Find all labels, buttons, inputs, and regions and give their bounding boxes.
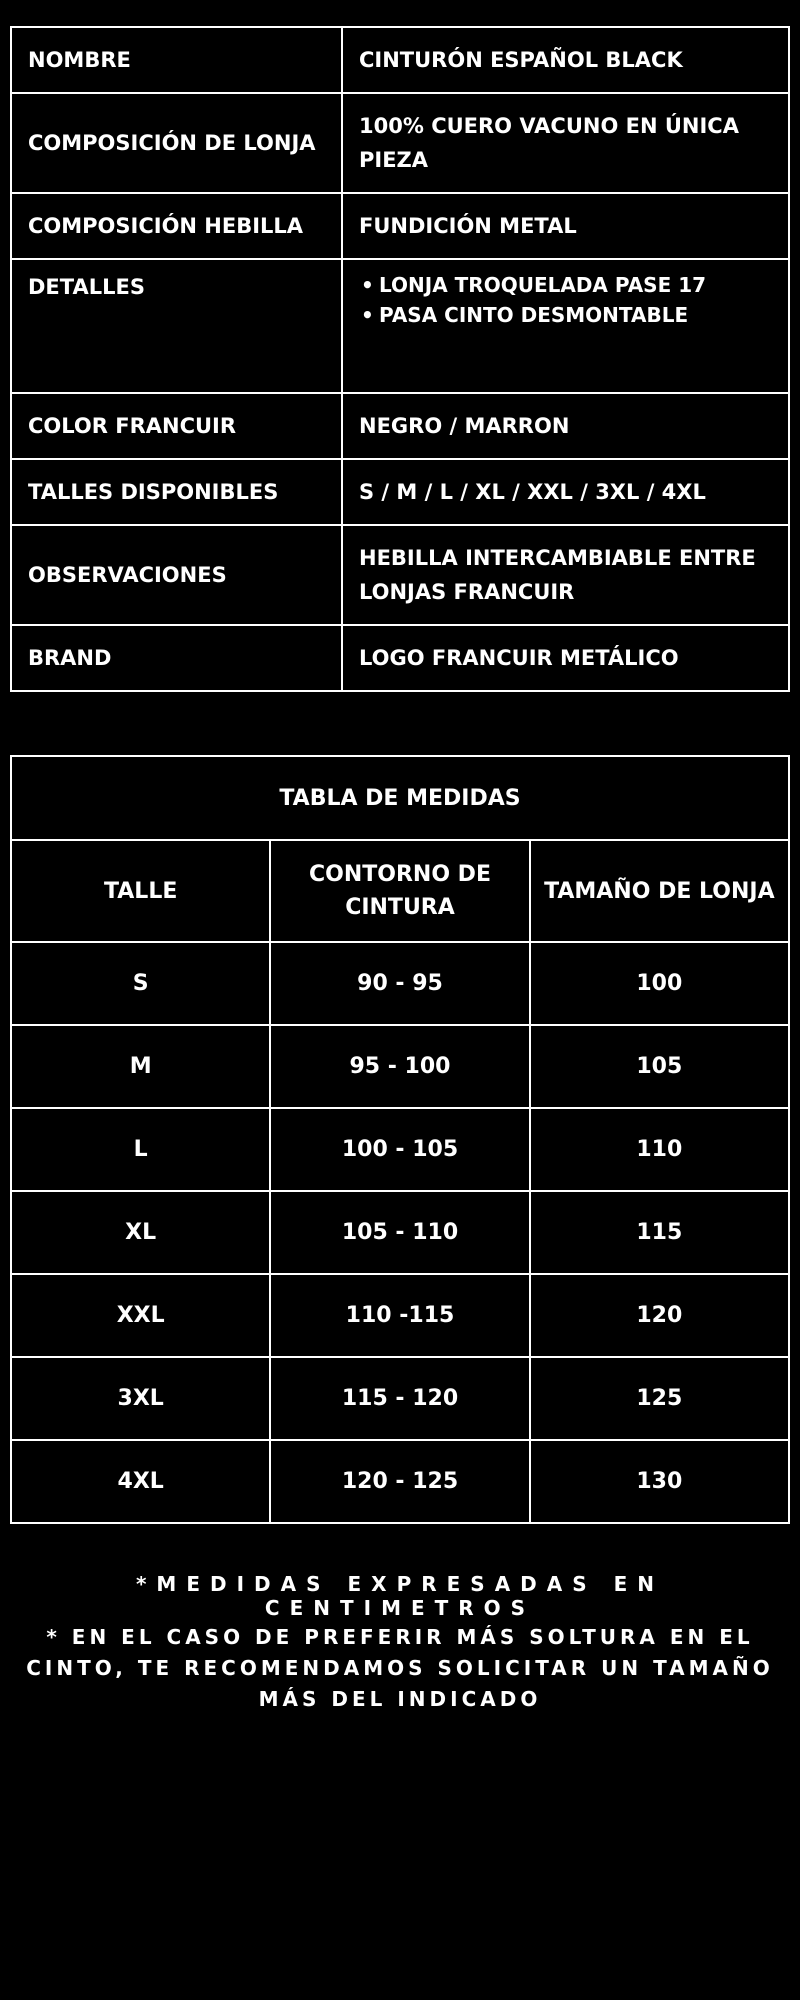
spec-label: COMPOSICIÓN DE LONJA bbox=[11, 93, 342, 193]
waist-cell: 100 - 105 bbox=[270, 1108, 529, 1191]
spec-label: DETALLES bbox=[11, 259, 342, 393]
spec-value: S / M / L / XL / XXL / 3XL / 4XL bbox=[342, 459, 789, 525]
details-list bbox=[359, 270, 772, 330]
spec-value: NEGRO / MARRON bbox=[342, 393, 789, 459]
table-row bbox=[11, 1108, 789, 1191]
size-cell: XXL bbox=[11, 1274, 270, 1357]
spec-value-list-cell bbox=[342, 259, 789, 393]
size-cell: L bbox=[11, 1108, 270, 1191]
spec-row-composicion-hebilla bbox=[11, 193, 789, 259]
spec-value: 100% CUERO VACUNO EN ÚNICA PIEZA bbox=[342, 93, 789, 193]
length-cell: 100 bbox=[530, 942, 789, 1025]
waist-cell: 115 - 120 bbox=[270, 1357, 529, 1440]
spec-row-observaciones bbox=[11, 525, 789, 625]
table-row bbox=[11, 1274, 789, 1357]
length-cell: 115 bbox=[530, 1191, 789, 1274]
spec-value: HEBILLA INTERCAMBIABLE ENTRE LONJAS FRANCUIR bbox=[342, 525, 789, 625]
size-chart-title: TABLA DE MEDIDAS bbox=[11, 756, 789, 840]
size-chart-header-row bbox=[11, 840, 789, 942]
spec-label: COLOR FRANCUIR bbox=[11, 393, 342, 459]
spec-row-color bbox=[11, 393, 789, 459]
waist-cell: 120 - 125 bbox=[270, 1440, 529, 1523]
waist-cell: 105 - 110 bbox=[270, 1191, 529, 1274]
spec-label: OBSERVACIONES bbox=[11, 525, 342, 625]
spec-label: NOMBRE bbox=[11, 27, 342, 93]
waist-cell: 110 -115 bbox=[270, 1274, 529, 1357]
table-row bbox=[11, 1191, 789, 1274]
length-cell: 105 bbox=[530, 1025, 789, 1108]
table-row bbox=[11, 942, 789, 1025]
size-cell: S bbox=[11, 942, 270, 1025]
details-list-item: • PASA CINTO DESMONTABLE bbox=[379, 300, 772, 330]
table-row bbox=[11, 1357, 789, 1440]
waist-cell: 95 - 100 bbox=[270, 1025, 529, 1108]
details-list-item: • LONJA TROQUELADA PASE 17 bbox=[379, 270, 772, 300]
spec-row-composicion-lonja bbox=[11, 93, 789, 193]
product-specs-table bbox=[10, 26, 790, 692]
size-chart-table bbox=[10, 755, 790, 1524]
spec-row-talles bbox=[11, 459, 789, 525]
spec-value: LOGO FRANCUIR METÁLICO bbox=[342, 625, 789, 691]
size-chart-title-row bbox=[11, 756, 789, 840]
waist-cell: 90 - 95 bbox=[270, 942, 529, 1025]
length-cell: 125 bbox=[530, 1357, 789, 1440]
spec-label: TALLES DISPONIBLES bbox=[11, 459, 342, 525]
advice-note: * EN EL CASO DE PREFERIR MÁS SOLTURA EN EL CINTO, TE RECOMENDAMOS SOLICITAR UN TAMAÑO MÁS DEL INDICADO bbox=[26, 1625, 774, 1711]
size-cell: M bbox=[11, 1025, 270, 1108]
column-header-contorno: CONTORNO DE CINTURA bbox=[270, 840, 529, 942]
spec-label: COMPOSICIÓN HEBILLA bbox=[11, 193, 342, 259]
spec-value: CINTURÓN ESPAÑOL BLACK bbox=[342, 27, 789, 93]
size-cell: 3XL bbox=[11, 1357, 270, 1440]
length-cell: 120 bbox=[530, 1274, 789, 1357]
spec-label: BRAND bbox=[11, 625, 342, 691]
table-row bbox=[11, 1025, 789, 1108]
table-row bbox=[11, 1440, 789, 1523]
spec-row-detalles bbox=[11, 259, 789, 393]
length-cell: 130 bbox=[530, 1440, 789, 1523]
spec-value: FUNDICIÓN METAL bbox=[342, 193, 789, 259]
size-cell: XL bbox=[11, 1191, 270, 1274]
length-cell: 110 bbox=[530, 1108, 789, 1191]
column-header-tamano: TAMAÑO DE LONJA bbox=[530, 840, 789, 942]
spec-row-brand bbox=[11, 625, 789, 691]
spec-row-nombre bbox=[11, 27, 789, 93]
column-header-talle: TALLE bbox=[11, 840, 270, 942]
units-note: *MEDIDAS EXPRESADAS EN CENTIMETROS bbox=[135, 1572, 665, 1620]
size-cell: 4XL bbox=[11, 1440, 270, 1523]
